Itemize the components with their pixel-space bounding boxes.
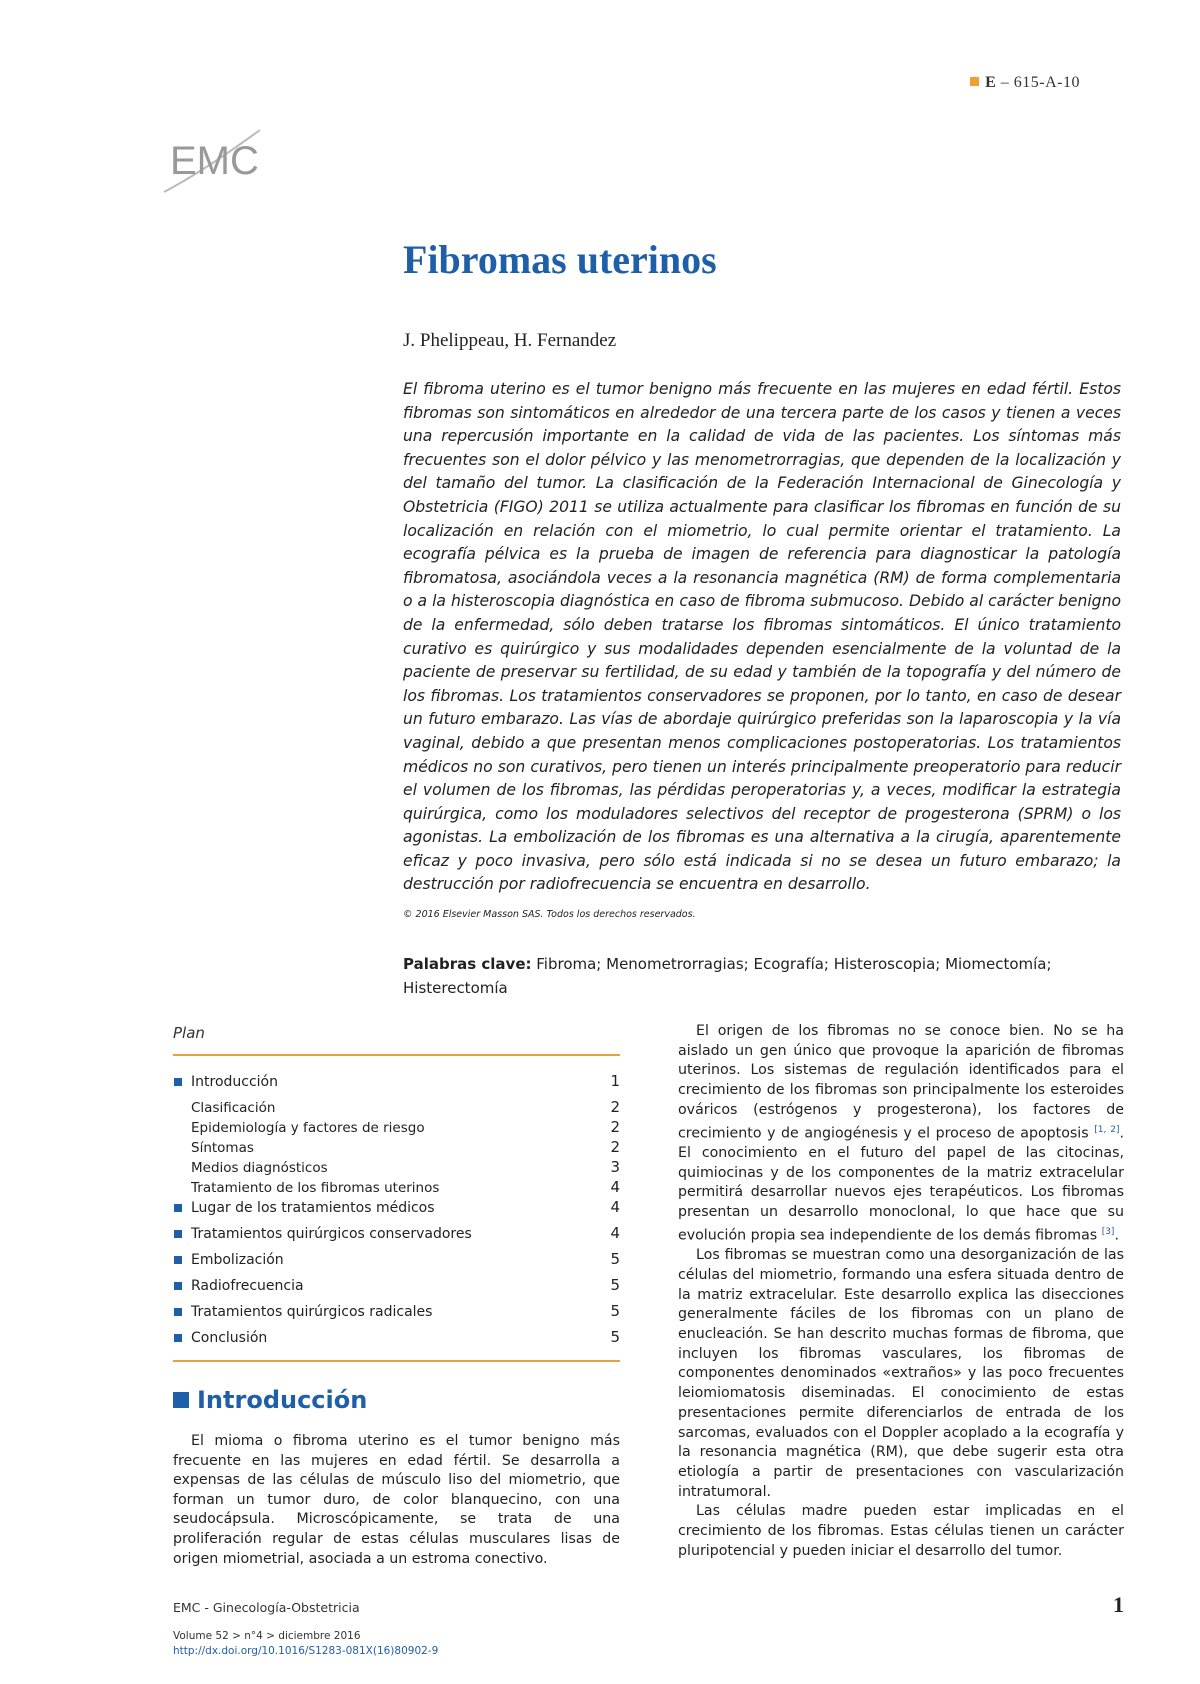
- right-column: [678, 1022, 1124, 1561]
- plan-item[interactable]: [173, 1072, 620, 1098]
- plan-item-page: 4: [610, 1198, 620, 1216]
- plan-item-label: [173, 1304, 432, 1320]
- plan-divider: [173, 1360, 620, 1362]
- plan-item-page: 2: [610, 1138, 620, 1156]
- plan-item[interactable]: [173, 1158, 620, 1178]
- plan-item[interactable]: [173, 1250, 620, 1276]
- plan-item-text: Tratamiento de los fibromas uterinos: [191, 1180, 440, 1196]
- plan-item-page: 5: [610, 1276, 620, 1294]
- plan-list: [173, 1072, 620, 1354]
- reference-prefix: E: [985, 74, 997, 91]
- plan-item-text: Conclusión: [191, 1330, 268, 1346]
- plan-item-label: [173, 1330, 267, 1346]
- reference-code: – 615-A-10: [996, 74, 1080, 91]
- blue-square-icon: [173, 1392, 189, 1408]
- abstract: El fibroma uterino es el tumor benigno más frecuente en las mujeres en edad fértil. Estos fibromas son sintomáticos en alrededor de una tercera parte de los casos y tienen a veces una repercusión importante en la calidad de vida de las pacientes. Los síntomas más frecuentes son el dolor pélvico y las menometrorragias, que dependen de la localización y del tamaño del tumor. La clasificación de la Federación Internacional de Ginecología y Obstetricia (FIGO) 2011 se utiliza actualmente para clasificar los fibromas en función de su localización en relación con el miometrio, lo cual permite orientar el tratamiento. La ecografía pélvica es la prueba de imagen de referencia para diagnosticar la patología fibromatosa, asociándola veces a la resonancia magnética (RM) de forma complementaria o a la histeroscopia diagnóstica en caso de fibroma submucoso. Debido al carácter benigno de la enfermedad, sólo deben tratarse los fibromas sintomáticos. El único tratamiento curativo es quirúrgico y sus modalidades dependen esencialmente de la voluntad de la paciente de preservar su fertilidad, de su edad y también de la topografía y del número de los fibromas. Los tratamientos conservadores se proponen, por lo tanto, en caso de desear un futuro embarazo. Las vías de abordaje quirúrgico preferidas son la laparoscopia y la vía vaginal, debido a que presentan menos complicaciones postoperatorias. Los tratamientos médicos no son curativos, pero tienen un interés principalmente preoperatorio para reducir el volumen de los fibromas, las pérdidas peroperatorias y, a veces, modificar la estrategia quirúrgica, como los moduladores selectivos del receptor de progesterona (SPRM) o los agonistas. La embolización de los fibromas es una alternativa a la cirugía, aparentemente eficaz y poco invasiva, pero sólo está indicada si no se desea un futuro embarazo; la destrucción por radiofrecuencia se encuentra en desarrollo.: [403, 380, 1121, 894]
- plan-item[interactable]: [173, 1098, 620, 1118]
- blue-bullet-icon: [174, 1308, 182, 1316]
- plan-item-label: [173, 1120, 425, 1136]
- citation-link[interactable]: [1, 2]: [1094, 1124, 1120, 1135]
- plan-item-page: 3: [610, 1158, 620, 1176]
- plan-item-text: Radiofrecuencia: [191, 1278, 304, 1294]
- plan-item-page: 4: [610, 1178, 620, 1196]
- introduction-paragraph: El mioma o fibroma uterino es el tumor benigno más frecuente en las mujeres en edad fértil. Se desarrolla a expensas de las células de músculo liso del miometrio, que forman un tumor duro, de color blanquecino, con una seudocápsula. Microscópicamente, se trata de una proliferación regular de estas células musculares lisas de origen miometrial, asociada a un estroma conectivo.: [173, 1433, 620, 1567]
- plan-item-page: 5: [610, 1328, 620, 1346]
- plan-item-page: 2: [610, 1118, 620, 1136]
- plan-item[interactable]: [173, 1198, 620, 1224]
- article-authors: J. Phelippeau, H. Fernandez: [403, 330, 617, 351]
- plan-item-label: [173, 1160, 328, 1176]
- keywords: [403, 952, 1103, 1000]
- plan-item-text: Clasificación: [191, 1100, 276, 1116]
- paragraph-text: El origen de los fibromas no se conoce bien. No se ha aislado un gen único que provoque la aparición de fibromas uterinos. Los sistemas de regulación identificados para el crecimiento de los fibromas son principalmente los esteroides ováricos (estrógenos y progesterona), los factores de crecimiento y de angiogénesis y el proceso de apoptosis: [678, 1023, 1124, 1142]
- plan-item-text: Embolización: [191, 1252, 284, 1268]
- plan-item-label: [173, 1140, 254, 1156]
- plan-item-text: Lugar de los tratamientos médicos: [191, 1200, 435, 1216]
- plan-item-text: Medios diagnósticos: [191, 1160, 328, 1176]
- plan-item[interactable]: [173, 1328, 620, 1354]
- orange-square-icon: [970, 77, 979, 86]
- plan-item-page: 5: [610, 1302, 620, 1320]
- plan-item-page: 1: [610, 1072, 620, 1090]
- blue-bullet-icon: [174, 1230, 182, 1238]
- plan-item-page: 5: [610, 1250, 620, 1268]
- blue-bullet-icon: [174, 1256, 182, 1264]
- article-title: Fibromas uterinos: [403, 237, 717, 282]
- plan-item-label: [173, 1226, 472, 1242]
- article-reference: [970, 74, 1080, 92]
- citation-link[interactable]: [3]: [1101, 1226, 1115, 1237]
- plan-item-page: 2: [610, 1098, 620, 1116]
- plan-item-text: Introducción: [191, 1074, 278, 1090]
- plan-item-text: Tratamientos quirúrgicos radicales: [191, 1304, 433, 1320]
- plan-item-page: 4: [610, 1224, 620, 1242]
- plan-item[interactable]: [173, 1178, 620, 1198]
- emc-logo: [160, 118, 280, 208]
- plan-item-text: Síntomas: [191, 1140, 254, 1156]
- body-paragraph-2: Los fibromas se muestran como una desorganización de las células del miometrio, formando una esfera situada dentro de la matriz extracelular. Este desarrollo explica las disecciones generalmente fáciles de los fibromas con un plano de enucleación. Se han descrito muchas formas de fibroma, que incluyen los fibromas vasculares, los fibromas de componentes denominados «extraños» y las poco frecuentes leiomiomatosis diseminadas. El conocimiento de estas presentaciones permite diferenciarlos de entrada de los sarcomas, evaluados con el Doppler acoplado a la ecografía y la resonancia magnética (RM), que debe sugerir esta otra etiología a partir de presentaciones con vascularización intratumoral.: [678, 1247, 1124, 1500]
- plan-item-text: Tratamientos quirúrgicos conservadores: [191, 1226, 472, 1242]
- plan-item-label: [173, 1074, 278, 1090]
- plan-item[interactable]: [173, 1224, 620, 1250]
- plan-heading: Plan: [173, 1024, 620, 1056]
- section-heading-text: Introducción: [197, 1386, 368, 1414]
- doi-link[interactable]: http://dx.doi.org/10.1016/S1283-081X(16)80902-9: [173, 1645, 439, 1657]
- logo-text: EMC: [170, 139, 259, 183]
- blue-bullet-icon: [174, 1282, 182, 1290]
- plan-item-label: [173, 1200, 435, 1216]
- footer-journal: EMC - Ginecología-Obstetricia: [173, 1600, 360, 1615]
- plan-item-label: [173, 1278, 304, 1294]
- blue-bullet-icon: [174, 1334, 182, 1342]
- body-paragraph-3: Las células madre pueden estar implicadas en el crecimiento de los fibromas. Estas células tienen un carácter pluripotencial y pueden iniciar el desarrollo del tumor.: [678, 1503, 1124, 1559]
- plan-item[interactable]: [173, 1118, 620, 1138]
- plan-item[interactable]: [173, 1138, 620, 1158]
- page-number: 1: [1113, 1592, 1124, 1617]
- copyright: © 2016 Elsevier Masson SAS. Todos los derechos reservados.: [403, 909, 696, 920]
- plan-item[interactable]: [173, 1302, 620, 1328]
- keywords-label: Palabras clave:: [403, 955, 532, 973]
- introduction-column: [173, 1432, 620, 1569]
- keywords-list: Fibroma; Menometrorragias; Ecografía; Histeroscopia; Miomectomía; Histerectomía: [403, 955, 1052, 997]
- plan-item-label: [173, 1180, 439, 1196]
- blue-bullet-icon: [174, 1204, 182, 1212]
- footer-volume: Volume 52 > n°4 > diciembre 2016: [173, 1630, 361, 1642]
- body-paragraph-1: [678, 1022, 1124, 1246]
- paragraph-text: .: [1114, 1227, 1119, 1244]
- plan-item-label: [173, 1252, 284, 1268]
- blue-bullet-icon: [174, 1078, 182, 1086]
- paragraph-text: . El conocimiento en el futuro del papel de las citocinas, quimiocinas y de los componentes de la matriz extracelular permitirá desarrollar nuevos ejes terapéuticos. Los fibromas presentan un desarrollo monoclonal, lo que hace que su evolución propia sea independiente de los demás fibromas: [678, 1125, 1124, 1244]
- plan-item[interactable]: [173, 1276, 620, 1302]
- plan-toc: [173, 1024, 620, 1362]
- plan-item-text: Epidemiología y factores de riesgo: [191, 1120, 425, 1136]
- plan-item-label: [173, 1100, 275, 1116]
- section-heading-introduccion: [173, 1386, 367, 1414]
